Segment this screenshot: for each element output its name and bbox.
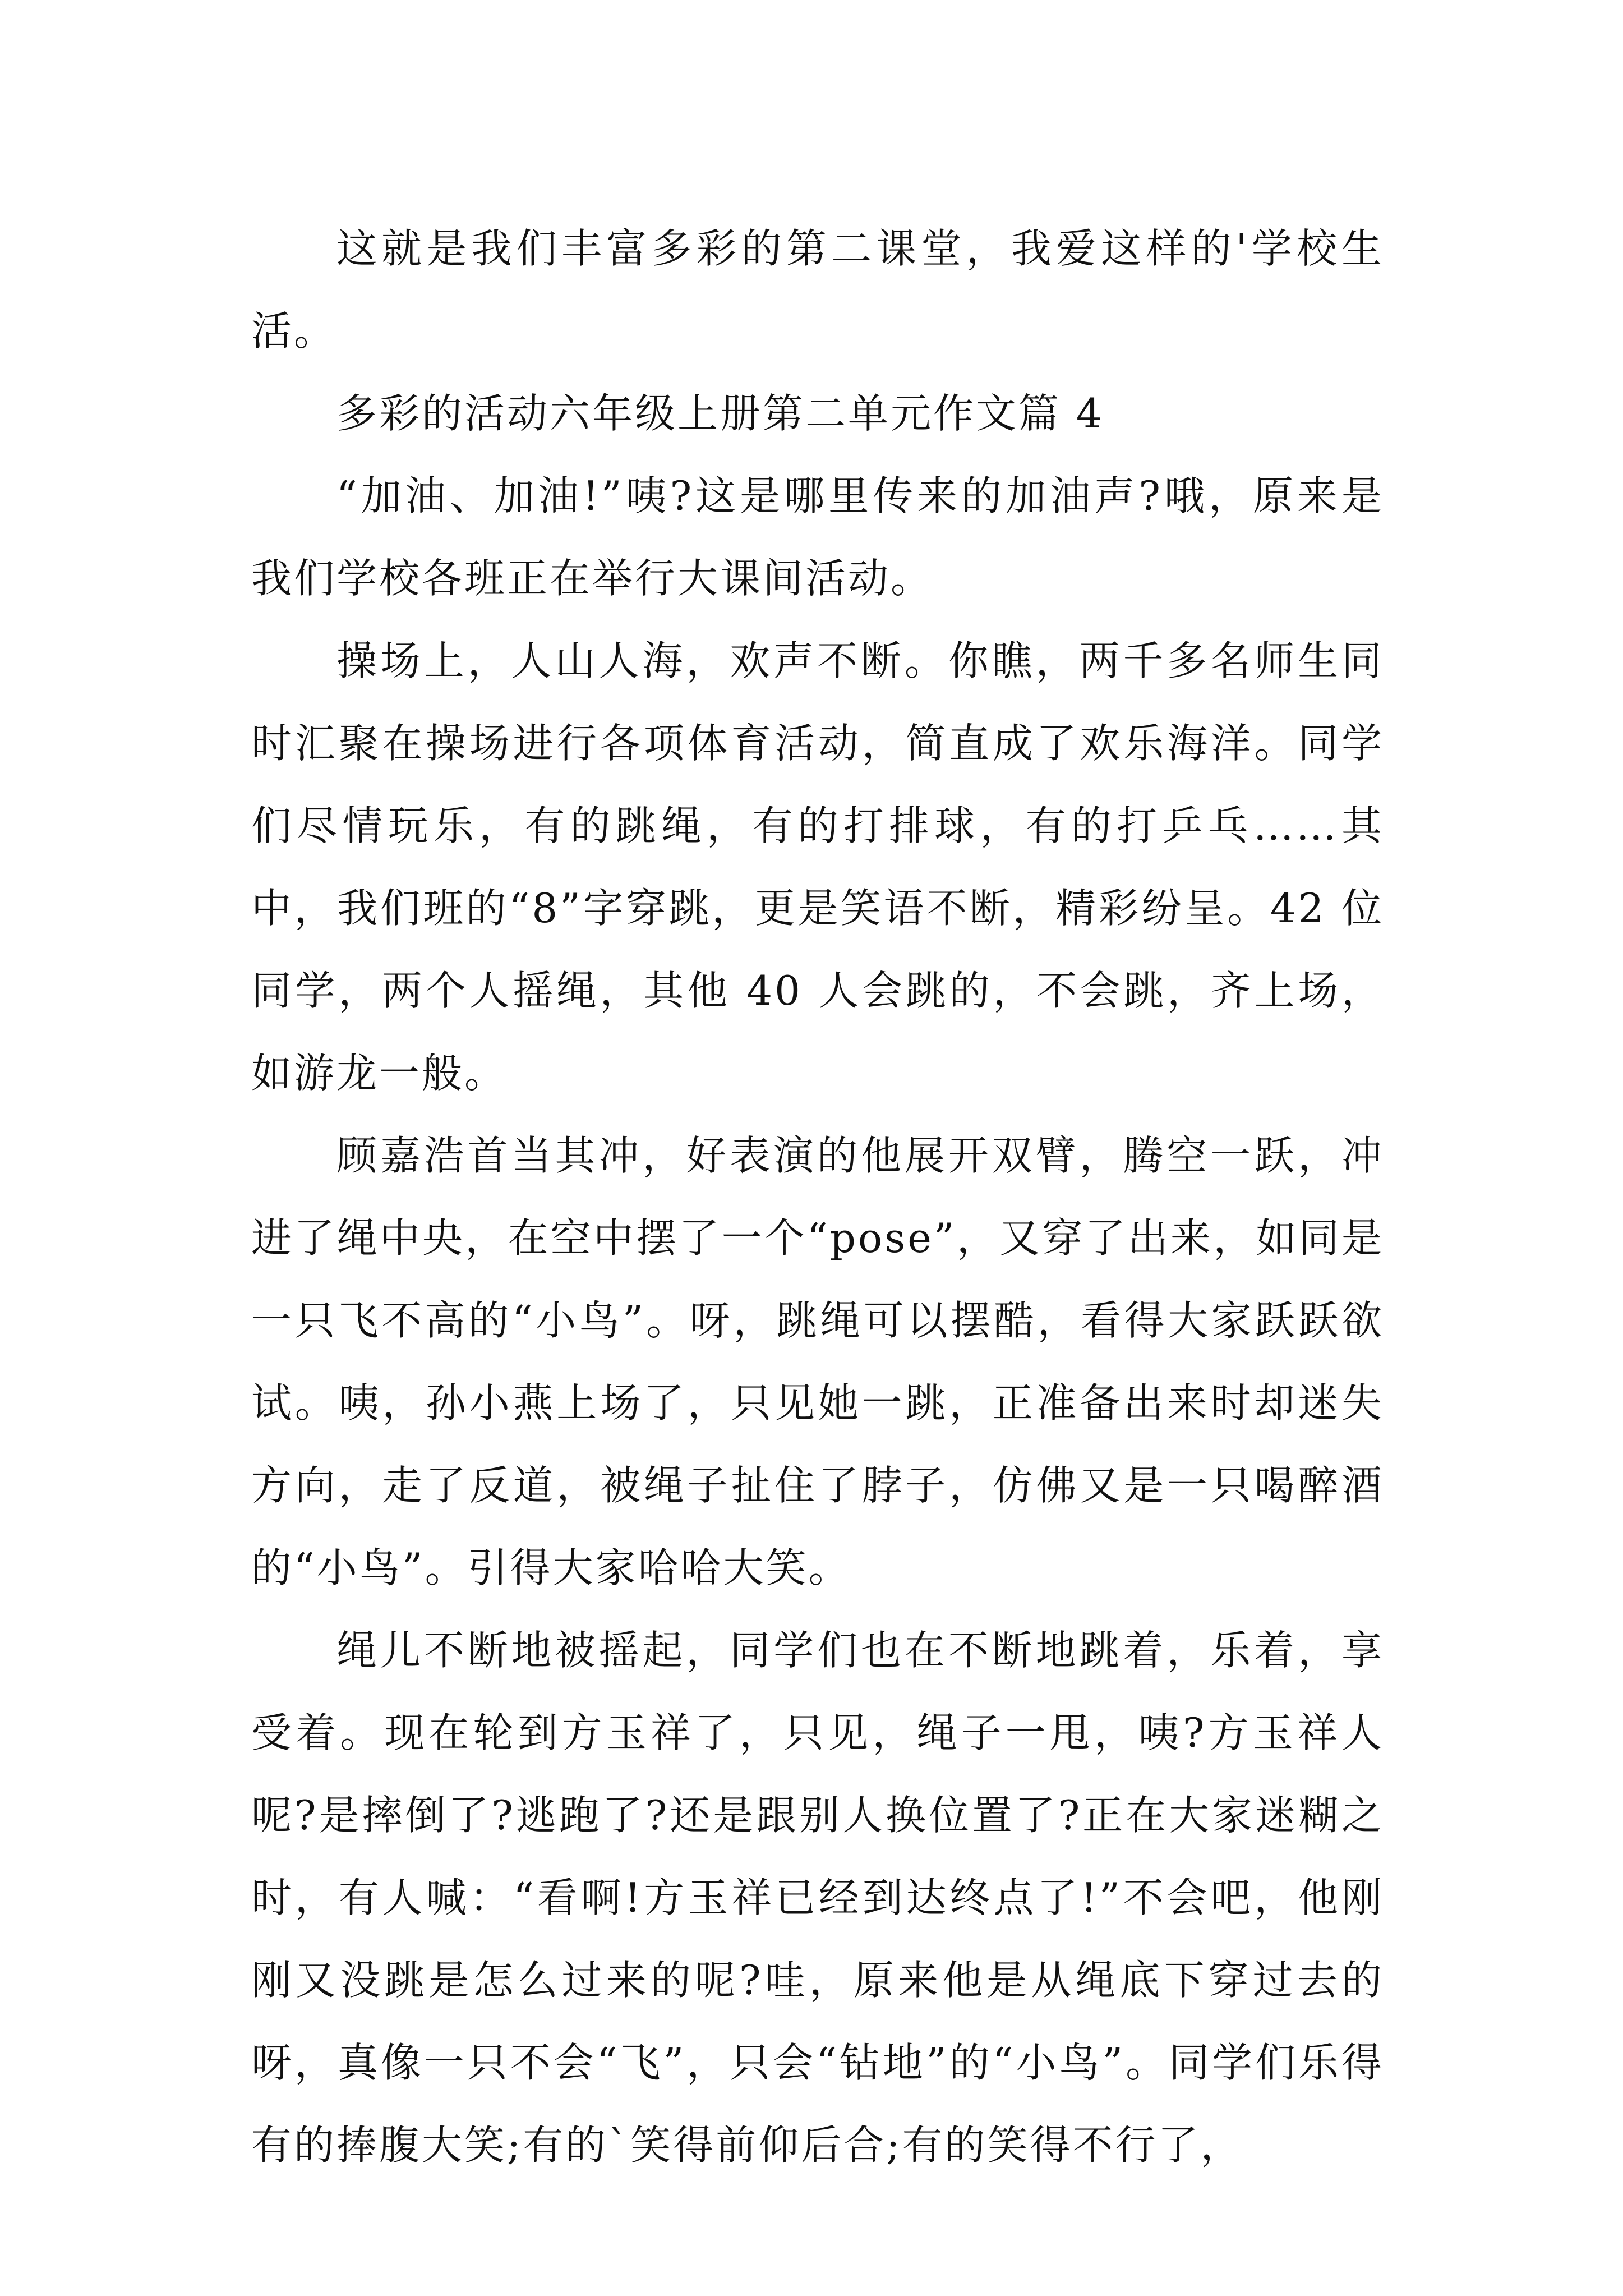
document-body [251,208,1384,2187]
section-heading: 多彩的活动六年级上册第二单元作文篇 4 [336,390,1104,437]
paragraph-playground: 操场上，人山人海，欢声不断。你瞧，两千多名师生同时汇聚在操场进行各项体育活动，简直成了欢乐海洋。同学们尽情玩乐，有的跳绳，有的打排球，有的打乒乓……其中，我们班的“8”字穿跳，更是笑语不断，精彩纷呈。42 位同学，两个人摇绳，其他 40 人会跳的，不会跳，齐上场，如游龙一般。 [251,637,1384,1097]
paragraph-opening: “加油、加油!”咦?这是哪里传来的加油声?哦，原来是我们学校各班正在举行大课间活动。 [251,472,1384,602]
paragraph-gu-jiahao: 顾嘉浩首当其冲，好表演的他展开双臂，腾空一跃，冲进了绳中央，在空中摆了一个“pose”，又穿了出来，如同是一只飞不高的“小鸟”。呀，跳绳可以摆酷，看得大家跃跃欲试。咦，孙小燕上场了，只见她一跳，正准备出来时却迷失方向，走了反道，被绳子扯住了脖子，仿佛又是一只喝醉酒的“小鸟”。引得大家哈哈大笑。 [251,1132,1384,1591]
paragraph-closing: 这就是我们丰富多彩的第二课堂，我爱这样的'学校生活。 [251,225,1384,355]
paragraph-fang-yuxiang: 绳儿不断地被摇起，同学们也在不断地跳着，乐着，享受着。现在轮到方玉祥了，只见，绳子一甩，咦?方玉祥人呢?是摔倒了?逃跑了?还是跟别人换位置了?正在大家迷糊之时，有人喊：“看啊!方玉祥已经到达终点了!”不会吧，他刚刚又没跳是怎么过来的呢?哇，原来他是从绳底下穿过去的呀，真像一只不会“飞”，只会“钻地”的“小鸟”。同学们乐得有的捧腹大笑;有的`笑得前仰后合;有的笑得不行了， [251,1627,1384,2169]
